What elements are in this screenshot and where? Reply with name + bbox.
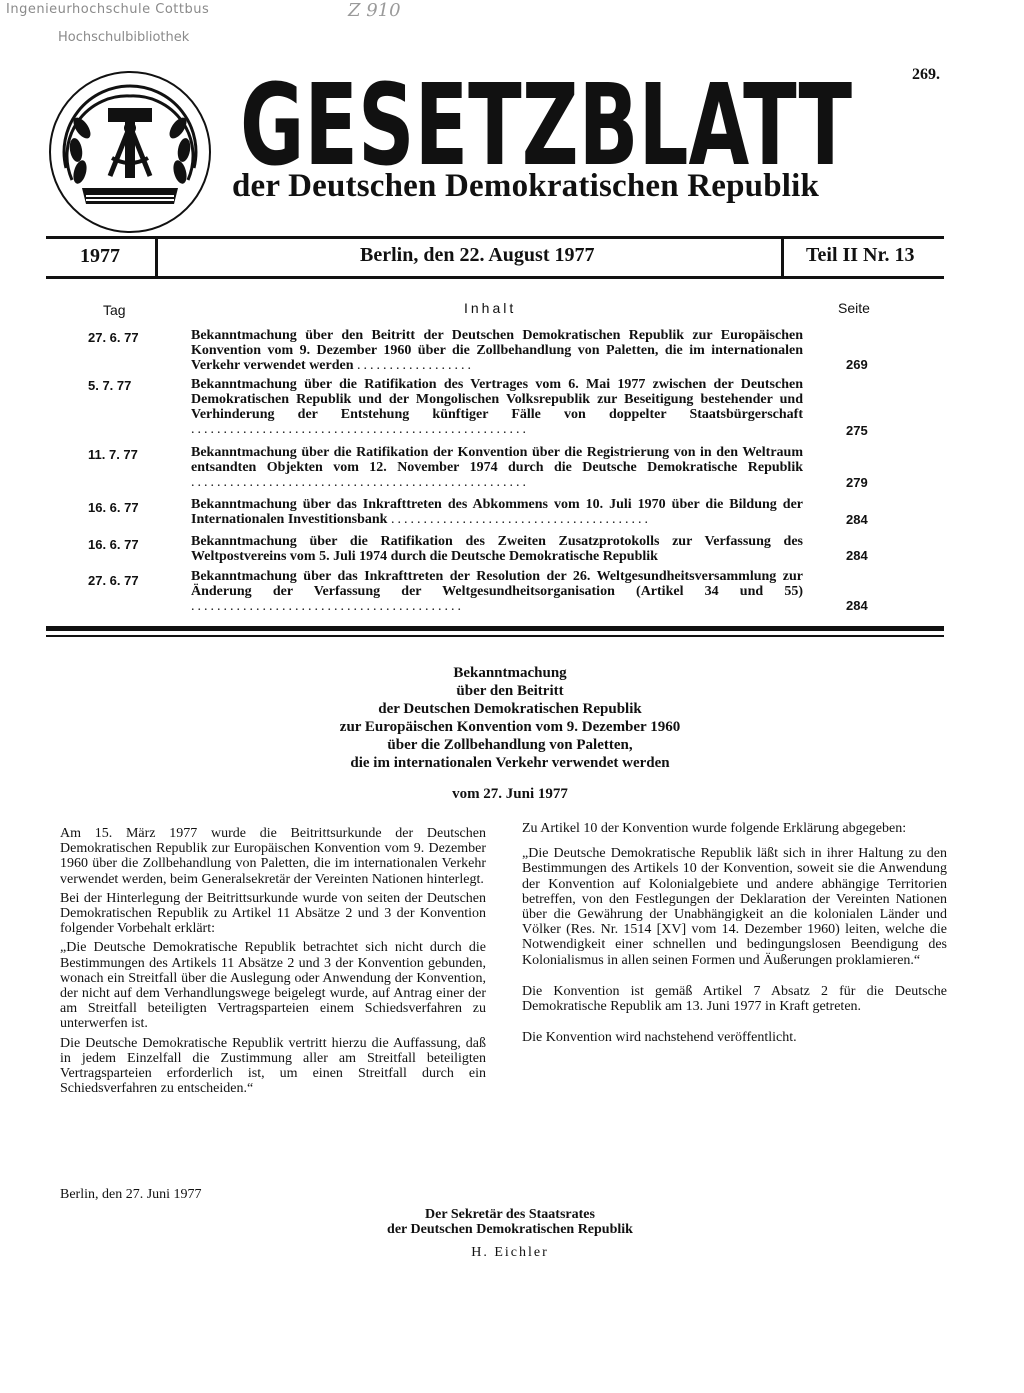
toc-entry-page: 284 bbox=[846, 548, 868, 563]
toc-entry-date: 27. 6. 77 bbox=[88, 330, 139, 345]
issue-year: 1977 bbox=[80, 245, 120, 267]
body-paragraph: Am 15. März 1977 wurde die Beitrittsurkunde der Deutschen Demokratischen Republik zur Europäischen Konvention vom 9. Dezember 1960 über die Zollbehandlung von Paletten, die im internationalen Verkehr verwendet werden, beim Generalsekretär der Vereinten Nationen hinterlegt. bbox=[60, 826, 486, 887]
announcement-title-line: der Deutschen Demokratischen Republik bbox=[378, 701, 642, 717]
ddr-emblem-icon bbox=[46, 68, 214, 236]
page-number: 269. bbox=[912, 66, 940, 83]
toc-entry-text: Bekanntmachung über die Ratifikation des Zweiten Zusatzprotokolls zur Verfassung des Weltpostvereins vom 5. Juli 1974 durch die Deutsche Demokratische Republik bbox=[191, 534, 803, 564]
body-quote-paragraph: „Die Deutsche Demokratische Republik betrachtet sich nicht durch die Bestimmungen des Artikels 11 Absätze 2 und 3 der Konvention gebunden, wonach ein Streitfall über die Auslegung oder Anwendung der Konvention, der nicht auf dem Verhandlungswege beigelegt wurde, auf Antrag einer der am Streitfall beteiligten Vertragsparteien einem Schiedsverfahren zu unterwerfen ist. bbox=[60, 940, 486, 1032]
toc-entry-date: 5. 7. 77 bbox=[88, 378, 132, 393]
signature-title-line-2: der Deutschen Demokratischen Republik bbox=[387, 1222, 633, 1237]
announcement-title bbox=[200, 664, 820, 772]
body-paragraph: Zu Artikel 10 der Konvention wurde folgende Erklärung abgegeben: bbox=[522, 821, 907, 836]
place-date: Berlin, den 27. Juni 1977 bbox=[60, 1187, 202, 1202]
toc-entry-page: 279 bbox=[846, 475, 868, 490]
toc-entry-text: Bekanntmachung über das Inkrafttreten der Resolution der 26. Weltgesundheitsversammlung zur Änderung der Verfassung der Weltgesundheitsorganisation (Artikel 34 und 55) .......................................... bbox=[191, 569, 803, 614]
toc-entry-page: 284 bbox=[846, 512, 868, 527]
body-column-left bbox=[60, 826, 486, 1100]
issue-bar-top-rule bbox=[46, 236, 944, 239]
announcement-title-line: über den Beitritt bbox=[456, 683, 564, 699]
body-paragraph: Bei der Hinterlegung der Beitrittsurkunde wurde von seiten der Deutschen Demokratischen Republik zu Artikel 11 Absätze 2 und 3 der Konvention folgender Vorbehalt erklärt: bbox=[60, 890, 486, 937]
issue-part: Teil II Nr. 13 bbox=[806, 244, 915, 266]
announcement-title-line: die im internationalen Verkehr verwendet werden bbox=[350, 755, 670, 771]
toc-entry-date: 16. 6. 77 bbox=[88, 537, 139, 552]
masthead-title-text: GESETZBLATT bbox=[240, 61, 852, 176]
library-stamp-line-1: Ingenieurhochschule Cottbus bbox=[6, 2, 210, 17]
body-quote-paragraph: Die Deutsche Demokratische Republik vertritt hierzu die Auffassung, daß in jedem Einzelfall die Zustimmung aller am Streitfall beteiligten Vertragsparteien erforderlich ist, um einen Streitfall durch ein Schiedsverfahren zu entscheiden.“ bbox=[60, 1035, 486, 1097]
toc-entry-page: 275 bbox=[846, 423, 868, 438]
masthead-subtitle: der Deutschen Demokratischen Republik bbox=[232, 168, 820, 204]
issue-date: Berlin, den 22. August 1977 bbox=[360, 244, 595, 266]
toc-header-tag: Tag bbox=[103, 302, 126, 318]
toc-entry-text: Bekanntmachung über das Inkrafttreten des Abkommens vom 10. Juli 1970 über die Bildung der Internationalen Investitionsbank ........................................ bbox=[191, 497, 803, 527]
announcement-date: vom 27. Juni 1977 bbox=[452, 786, 568, 802]
issue-bar-divider bbox=[155, 238, 158, 278]
body-paragraph: Die Konvention wird nachstehend veröffentlicht. bbox=[522, 1030, 797, 1046]
announcement-title-line: über die Zollbehandlung von Paletten, bbox=[387, 737, 633, 753]
toc-header-seite: Seite bbox=[838, 300, 870, 316]
toc-entry-text: Bekanntmachung über den Beitritt der Deutschen Demokratischen Republik zur Europäischen Konvention vom 9. Dezember 1960 über die Zollbehandlung von Paletten, die im internationalen Verkehr verwendet werden .................. bbox=[191, 328, 803, 373]
toc-entry-date: 16. 6. 77 bbox=[88, 500, 139, 515]
issue-bar-divider bbox=[781, 238, 784, 278]
body-paragraph: Die Konvention ist gemäß Artikel 7 Absatz 2 für die Deutsche Demokratische Republik am 13. Juni 1977 in Kraft getreten. bbox=[522, 983, 947, 1015]
toc-header-inhalt: Inhalt bbox=[464, 300, 517, 316]
toc-entry-date: 27. 6. 77 bbox=[88, 573, 139, 588]
body-column-right bbox=[522, 821, 947, 1049]
toc-bottom-rule bbox=[46, 626, 944, 631]
toc-entry-page: 284 bbox=[846, 598, 868, 613]
toc-bottom-rule-thin bbox=[46, 635, 944, 637]
body-quote-paragraph: „Die Deutsche Demokratische Republik läßt sich in ihrer Haltung zu den Bestimmungen des Artikels 10 der Konvention, soweit sie die Anwendung der Konvention auf Kolonialgebiete und andere abhängige Territorien betreffen, von den Festlegungen der Deklaration der Vereinten Nationen über die Gewährung der Unabhängigkeit an die kolonialen Länder und Völker (Res. Nr. 1514 [XV] vom 14. Dezember 1960) leiten, welche die Notwendigkeit einer schnellen und bedingungslosen Beendigung des Kolonialismus in allen seinen Formen und Äußerungen proklamieren.“ bbox=[522, 846, 947, 968]
issue-bar-bottom-rule bbox=[46, 276, 944, 279]
masthead-title bbox=[236, 56, 856, 176]
library-stamp-line-2: Hochschulbibliothek bbox=[58, 30, 190, 45]
signature-name: H. Eichler bbox=[471, 1245, 549, 1260]
announcement-title-line: Bekanntmachung bbox=[453, 665, 567, 681]
signature-title-line-1: Der Sekretär des Staatsrates bbox=[425, 1207, 595, 1222]
handwritten-note: Z 910 bbox=[348, 0, 401, 21]
announcement-title-line: zur Europäischen Konvention vom 9. Dezember 1960 bbox=[339, 719, 681, 735]
toc-entry-text: Bekanntmachung über die Ratifikation der Konvention über die Registrierung von in den Weltraum entsandten Objekten vom 12. November 1974 durch die Deutsche Demokratische Republik .................................................... bbox=[191, 445, 803, 490]
toc-entry-text: Bekanntmachung über die Ratifikation des Vertrages vom 6. Mai 1977 zwischen der Deutschen Demokratischen Republik und der Mongolischen Volksrepublik zur Beseitigung bestehender und Verhinderung der Entstehung künftiger Fälle von doppelter Staatsbürgerschaft .................................................... bbox=[191, 377, 803, 437]
toc-entry-date: 11. 7. 77 bbox=[88, 447, 138, 462]
toc-entry-page: 269 bbox=[846, 357, 868, 372]
